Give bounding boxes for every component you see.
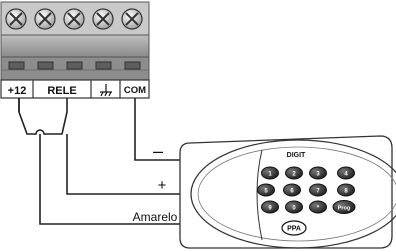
block-body xyxy=(1,35,149,57)
screw-icon xyxy=(35,9,55,29)
key-0[interactable] xyxy=(286,201,303,213)
wires xyxy=(19,98,200,224)
socket xyxy=(96,62,111,69)
svg-text:2: 2 xyxy=(292,171,296,178)
socket xyxy=(9,62,24,69)
wire-label-plus: + xyxy=(157,177,167,194)
key-5[interactable] xyxy=(258,184,275,196)
terminal-block xyxy=(1,2,149,98)
svg-text:4: 4 xyxy=(344,171,348,178)
terminal-label-rele: RELE xyxy=(47,85,77,97)
svg-text:1: 1 xyxy=(268,171,272,178)
key-prog[interactable] xyxy=(333,201,355,214)
terminal-label-plus12: +12 xyxy=(7,85,27,97)
svg-text:Prog: Prog xyxy=(337,205,351,212)
svg-text:8: 8 xyxy=(344,188,348,195)
svg-text:7: 7 xyxy=(316,188,320,195)
key-star[interactable] xyxy=(310,201,327,213)
key-9[interactable] xyxy=(262,201,279,213)
wire-label-yellow: Amarelo xyxy=(132,210,178,224)
screw-icon xyxy=(6,9,26,29)
svg-text:0: 0 xyxy=(292,205,296,212)
key-4[interactable] xyxy=(338,167,355,179)
svg-text:9: 9 xyxy=(268,205,272,212)
socket xyxy=(38,62,53,69)
svg-text:6: 6 xyxy=(290,188,294,195)
socket xyxy=(125,62,140,69)
key-3[interactable] xyxy=(310,167,327,179)
svg-text:3: 3 xyxy=(316,171,320,178)
screw-icon xyxy=(122,9,142,29)
screw-icon xyxy=(64,9,84,29)
key-8[interactable] xyxy=(338,184,355,196)
wire-plus xyxy=(67,134,195,194)
ppa-logo xyxy=(282,221,306,235)
terminal-label-com: COM xyxy=(123,85,147,96)
screw-icon xyxy=(93,9,113,29)
keypad-device xyxy=(180,136,396,248)
key-6[interactable] xyxy=(284,184,301,196)
key-7[interactable] xyxy=(310,184,327,196)
socket xyxy=(67,62,82,69)
wire-rele-loop xyxy=(19,98,67,134)
key-1[interactable] xyxy=(262,167,279,179)
wire-label-minus: – xyxy=(152,141,164,161)
keypad-title: DIGIT xyxy=(286,152,306,159)
svg-text:*: * xyxy=(316,205,320,212)
svg-text:PPA: PPA xyxy=(287,225,301,233)
key-2[interactable] xyxy=(286,167,303,179)
svg-text:5: 5 xyxy=(264,188,268,195)
